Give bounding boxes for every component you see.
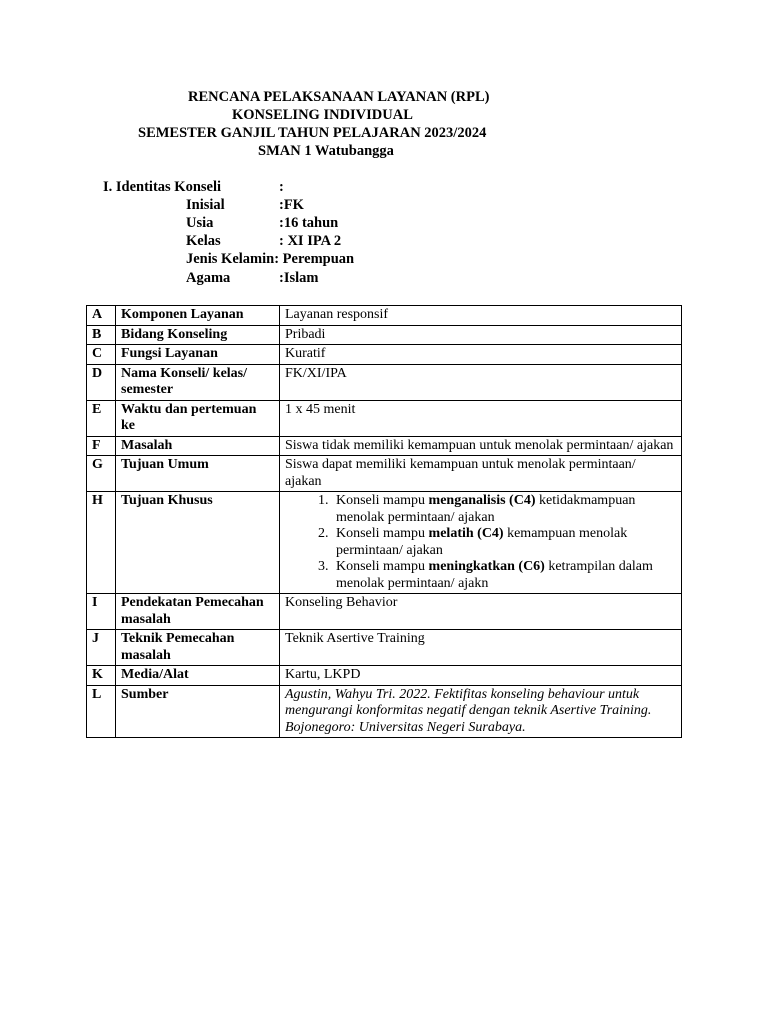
- table-row: [87, 456, 682, 492]
- row-value-goals: [280, 492, 682, 594]
- header-school: SMAN 1 Watubangga: [258, 143, 394, 159]
- row-component: Nama Konseli/ kelas/ semester: [116, 364, 280, 400]
- row-value-citation: Agustin, Wahyu Tri. 2022. Fektifitas konseling behaviour untuk mengurangi konformitas negatif dengan teknik Asertive Training. Bojonegoro: Universitas Negeri Surabaya.: [280, 685, 682, 738]
- row-component: Pendekatan Pemecahan masalah: [116, 594, 280, 630]
- goal-item: [332, 493, 675, 526]
- table-row: [87, 436, 682, 456]
- table-row: [87, 492, 682, 594]
- row-code: J: [87, 630, 116, 666]
- inisial-label: Inisial: [186, 197, 225, 213]
- table-row: [87, 364, 682, 400]
- row-value: Kartu, LKPD: [280, 666, 682, 686]
- table-row: [87, 345, 682, 365]
- row-value: Konseling Behavior: [280, 594, 682, 630]
- table-row: [87, 630, 682, 666]
- identity-heading: I. Identitas Konseli: [103, 179, 222, 195]
- header-subtitle: KONSELING INDIVIDUAL: [232, 107, 413, 123]
- row-value: Siswa tidak memiliki kemampuan untuk menolak permintaan/ ajakan: [280, 436, 682, 456]
- header-title: RENCANA PELAKSANAAN LAYANAN (RPL): [188, 89, 490, 105]
- table-row: [87, 685, 682, 738]
- goal-text: ketrampilan dalam menolak permintaan/ ajakn: [336, 559, 653, 591]
- row-code: C: [87, 345, 116, 365]
- usia-value: :16 tahun: [279, 215, 339, 231]
- goals-list: [285, 493, 675, 592]
- identity-heading-colon: :: [279, 179, 284, 195]
- goal-text: Konseli mampu: [336, 559, 429, 574]
- row-code: H: [87, 492, 116, 594]
- row-component: Komponen Layanan: [116, 306, 280, 326]
- row-component: Fungsi Layanan: [116, 345, 280, 365]
- table-row: [87, 325, 682, 345]
- row-component: Teknik Pemecahan masalah: [116, 630, 280, 666]
- kelas-label: Kelas: [186, 233, 221, 249]
- row-component: Tujuan Umum: [116, 456, 280, 492]
- row-code: K: [87, 666, 116, 686]
- row-value: Pribadi: [280, 325, 682, 345]
- header-semester: SEMESTER GANJIL TAHUN PELAJARAN 2023/2024: [138, 125, 487, 141]
- goal-text: Konseli mampu: [336, 493, 429, 508]
- rpl-table: [86, 305, 682, 738]
- goal-item: [332, 559, 675, 592]
- goal-level: meningkatkan (C6): [428, 559, 545, 574]
- row-component: Tujuan Khusus: [116, 492, 280, 594]
- table-row: [87, 400, 682, 436]
- table-row: [87, 306, 682, 326]
- goal-item: [332, 526, 675, 559]
- row-component: Sumber: [116, 685, 280, 738]
- goal-level: melatih (C4): [428, 526, 504, 541]
- gender-text: Jenis Kelamin: Perempuan: [186, 251, 355, 267]
- inisial-value: :FK: [279, 197, 304, 213]
- row-value: Layanan responsif: [280, 306, 682, 326]
- table-row: [87, 666, 682, 686]
- row-value: FK/XI/IPA: [280, 364, 682, 400]
- row-code: D: [87, 364, 116, 400]
- table-row: [87, 594, 682, 630]
- row-code: A: [87, 306, 116, 326]
- agama-value: :Islam: [279, 270, 319, 286]
- goal-text: ketidakmampuan menolak permintaan/ ajakan: [336, 493, 636, 525]
- goal-level: menganalisis (C4): [428, 493, 536, 508]
- row-code: L: [87, 685, 116, 738]
- row-component: Waktu dan pertemuan ke: [116, 400, 280, 436]
- row-component: Media/Alat: [116, 666, 280, 686]
- row-code: B: [87, 325, 116, 345]
- row-value: Teknik Asertive Training: [280, 630, 682, 666]
- usia-label: Usia: [186, 215, 214, 231]
- agama-label: Agama: [186, 270, 231, 286]
- goal-text: kemampuan menolak permintaan/ ajakan: [336, 526, 628, 558]
- row-value: 1 x 45 menit: [280, 400, 682, 436]
- row-code: G: [87, 456, 116, 492]
- goal-text: Konseli mampu: [336, 526, 429, 541]
- row-value: Kuratif: [280, 345, 682, 365]
- row-component: Masalah: [116, 436, 280, 456]
- kelas-value: : XI IPA 2: [279, 233, 342, 249]
- row-code: E: [87, 400, 116, 436]
- row-code: F: [87, 436, 116, 456]
- row-code: I: [87, 594, 116, 630]
- row-value: Siswa dapat memiliki kemampuan untuk menolak permintaan/ ajakan: [280, 456, 682, 492]
- row-component: Bidang Konseling: [116, 325, 280, 345]
